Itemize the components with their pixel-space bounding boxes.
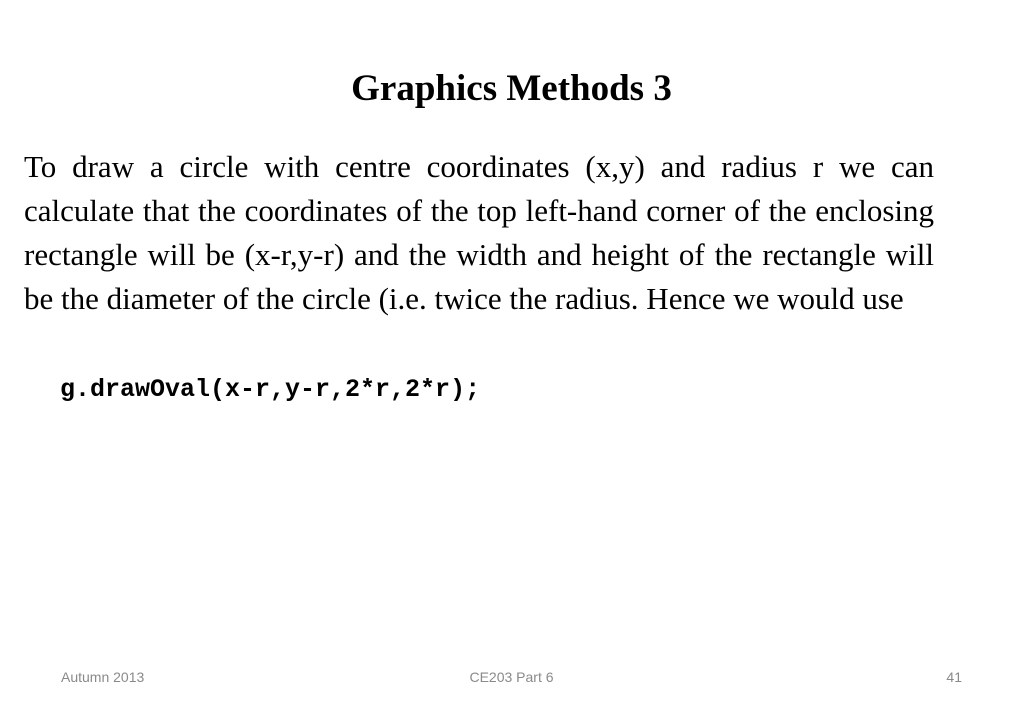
footer-page-number: 41 <box>946 669 962 685</box>
slide-title: Graphics Methods 3 <box>351 68 672 109</box>
body-paragraph: To draw a circle with centre coordinates (x,y) and radius r we can calculate that the coordinates of the top left-hand corner of the enclosing rectangle will be (x-r,y-r) and the width and height of the rectangle will be the diameter of the circle (i.e. twice the radius. Hence we would use <box>24 149 934 316</box>
footer-date: Autumn 2013 <box>61 669 145 685</box>
code-snippet: g.drawOval(x-r,y-r,2*r,2*r); <box>60 375 481 404</box>
footer-course: CE203 Part 6 <box>469 669 554 685</box>
